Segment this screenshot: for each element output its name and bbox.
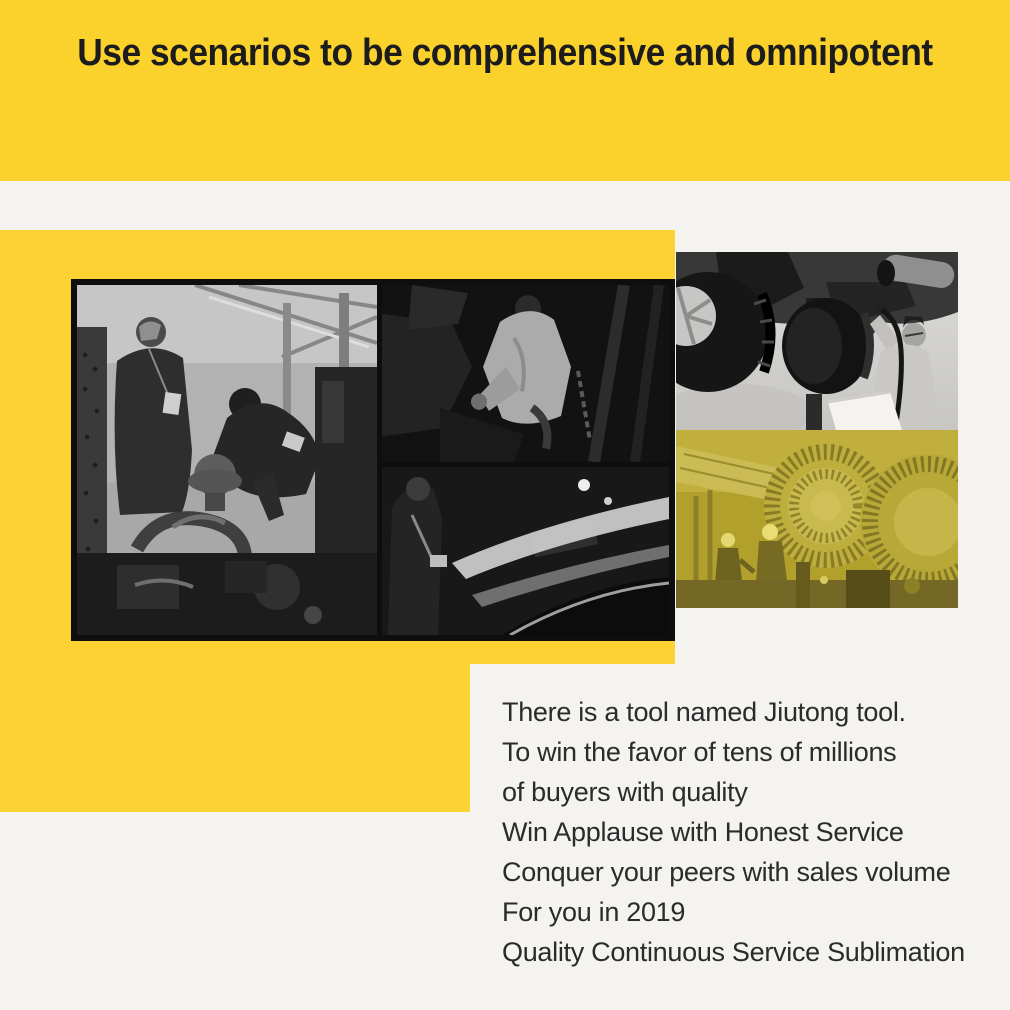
caption-line: Conquer your peers with sales volume (502, 857, 951, 887)
turbine-workers-photo (676, 430, 958, 608)
yellow-backdrop-lower (0, 664, 470, 812)
caption-text (502, 692, 965, 972)
caption-line: Quality Continuous Service Sublimation (502, 937, 965, 967)
header-title: Use scenarios to be comprehensive and omnipotent (77, 32, 933, 74)
right-photo-stack (676, 252, 958, 608)
caption-line: Win Applause with Honest Service (502, 817, 904, 847)
workshop-collage (71, 279, 675, 641)
caption-line: For you in 2019 (502, 897, 686, 927)
mechanics-engine-photo (77, 285, 377, 635)
header-banner (0, 0, 1010, 181)
caption-line: There is a tool named Jiutong tool. (502, 697, 906, 727)
engine-bay-photo (382, 467, 669, 635)
car-underside-photo (676, 252, 958, 430)
dark-machinery-photo (382, 285, 669, 462)
caption-line: of buyers with quality (502, 777, 748, 807)
caption-line: To win the favor of tens of millions (502, 737, 897, 767)
